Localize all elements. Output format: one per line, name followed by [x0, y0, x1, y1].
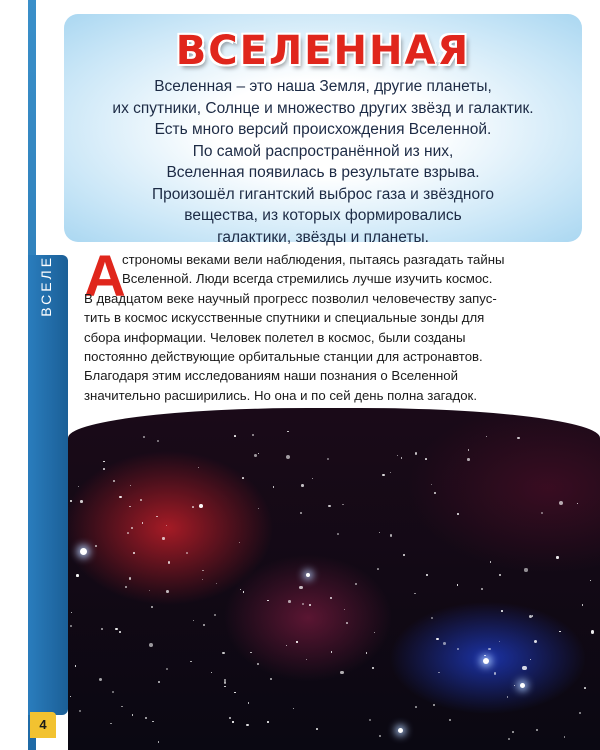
- star: [401, 457, 403, 459]
- star: [229, 717, 231, 719]
- intro-line: галактики, звёзды и планеты.: [217, 228, 429, 246]
- star: [101, 628, 103, 630]
- star: [239, 542, 240, 543]
- intro-box: [64, 14, 582, 246]
- star: [340, 671, 344, 675]
- star: [309, 604, 311, 606]
- star: [403, 554, 405, 556]
- star: [288, 600, 291, 603]
- star: [254, 454, 257, 457]
- star: [234, 435, 236, 437]
- star: [433, 704, 435, 706]
- star: [299, 586, 302, 589]
- star: [577, 503, 578, 504]
- star: [490, 561, 492, 563]
- star: [431, 617, 433, 619]
- bright-star: [306, 573, 310, 577]
- star: [142, 522, 143, 523]
- star: [377, 568, 379, 570]
- star: [508, 738, 511, 741]
- star: [113, 480, 115, 482]
- star: [327, 458, 329, 460]
- star: [115, 628, 118, 631]
- star: [390, 472, 391, 473]
- star: [530, 659, 532, 661]
- star: [203, 624, 205, 626]
- star: [242, 477, 244, 479]
- body-line: В двадцатом веке научный прогресс позволил человечеству запус-: [84, 290, 497, 306]
- star: [149, 643, 153, 647]
- star: [103, 468, 105, 470]
- star: [156, 516, 157, 517]
- star: [449, 719, 451, 721]
- star: [190, 661, 192, 663]
- star: [457, 513, 459, 515]
- star: [494, 672, 496, 674]
- star: [143, 436, 145, 438]
- star: [300, 512, 302, 514]
- body-line: Благодаря этим исследованиям наши познания о Вселенной: [84, 368, 458, 384]
- star: [224, 681, 226, 683]
- star: [78, 486, 79, 487]
- star: [524, 568, 527, 571]
- body-line: значительно расширились. Но она и по сей день полна загадок.: [84, 387, 477, 403]
- star: [344, 609, 345, 610]
- star: [132, 714, 134, 716]
- star: [152, 721, 154, 723]
- star: [131, 527, 133, 529]
- star: [425, 458, 427, 460]
- star: [499, 574, 500, 575]
- star: [302, 603, 304, 605]
- star: [484, 655, 485, 656]
- body-line: постоянно действующие орбитальные станции для астронавтов.: [84, 349, 483, 365]
- star: [246, 724, 248, 726]
- star: [70, 696, 71, 697]
- star: [582, 604, 583, 605]
- star: [312, 478, 313, 479]
- star: [192, 506, 194, 508]
- star: [80, 500, 83, 503]
- star: [214, 614, 216, 616]
- star: [556, 556, 558, 558]
- star: [414, 593, 416, 595]
- star: [331, 651, 333, 653]
- intro-line: Вселенная – это наша Земля, другие планеты,: [154, 78, 492, 95]
- star: [369, 719, 371, 721]
- star: [258, 508, 259, 509]
- star: [296, 641, 297, 642]
- star: [166, 668, 168, 670]
- star: [457, 648, 459, 650]
- star: [149, 590, 150, 591]
- intro-line: их спутники, Солнце и множество других звёзд и галактик.: [112, 99, 534, 117]
- star: [121, 706, 122, 707]
- star: [250, 652, 251, 653]
- star: [166, 525, 167, 526]
- bright-star: [483, 658, 489, 664]
- star: [240, 589, 241, 590]
- star: [162, 537, 164, 539]
- star: [306, 659, 307, 660]
- star: [330, 597, 331, 598]
- star: [287, 431, 289, 433]
- star: [130, 485, 131, 486]
- star: [224, 686, 226, 688]
- star: [110, 723, 112, 725]
- star: [443, 642, 446, 645]
- star: [166, 590, 169, 593]
- body-line: Вселенной. Люди всегда стремились лучше изучить космос.: [122, 271, 493, 287]
- star: [532, 615, 533, 616]
- star: [438, 672, 440, 674]
- star: [129, 506, 131, 508]
- star: [499, 641, 500, 642]
- side-tab-label: ВСЕЛЕННАЯ: [38, 203, 54, 317]
- star: [199, 504, 203, 508]
- star: [481, 588, 483, 590]
- star: [243, 591, 244, 592]
- star: [415, 452, 417, 454]
- star: [536, 729, 538, 731]
- star: [103, 461, 105, 463]
- star: [559, 501, 563, 505]
- star: [248, 702, 250, 704]
- intro-line: По самой распространённой из них,: [192, 142, 454, 160]
- intro-line: Вселенная появилась в результате взрыва.: [166, 164, 480, 181]
- star: [507, 696, 509, 698]
- star: [379, 735, 381, 737]
- star: [168, 561, 171, 564]
- body-paragraph: [84, 244, 534, 405]
- star: [232, 721, 233, 722]
- star: [293, 708, 294, 709]
- star: [467, 458, 470, 461]
- star: [541, 512, 543, 514]
- star: [342, 504, 343, 505]
- star: [579, 712, 581, 714]
- body-line: сбора информации. Человек полетел в космос, были созданы: [84, 329, 466, 345]
- star: [529, 615, 532, 618]
- star: [591, 630, 595, 634]
- intro-line: вещества, из которых формировались: [184, 207, 462, 224]
- star: [186, 552, 188, 554]
- star: [129, 577, 132, 580]
- star: [273, 486, 274, 487]
- star: [379, 532, 380, 533]
- body-line: тить в космос искусственные спутники и специальные зонды для: [84, 310, 485, 326]
- star: [198, 467, 199, 468]
- star: [286, 645, 287, 646]
- star: [252, 434, 254, 436]
- star: [76, 574, 79, 577]
- star: [145, 717, 147, 719]
- star: [99, 678, 102, 681]
- star: [202, 570, 204, 572]
- star: [202, 579, 203, 580]
- star: [457, 584, 458, 585]
- star: [193, 620, 195, 622]
- bright-star: [398, 728, 403, 733]
- star: [584, 687, 586, 689]
- star: [71, 612, 72, 613]
- intro-text: [74, 76, 572, 248]
- bright-star: [520, 683, 525, 688]
- star: [234, 692, 236, 694]
- star: [151, 606, 153, 608]
- star: [382, 474, 385, 477]
- star: [157, 440, 159, 442]
- star: [216, 583, 217, 584]
- page-number: 4: [30, 712, 56, 738]
- page-title: ВСЕЛЕННАЯ: [175, 28, 471, 74]
- star: [301, 484, 304, 487]
- star: [267, 600, 269, 602]
- star: [390, 534, 393, 537]
- star: [79, 710, 81, 712]
- drop-cap: А: [84, 244, 126, 309]
- star: [486, 436, 487, 437]
- star: [337, 533, 339, 535]
- star: [267, 721, 268, 722]
- star: [590, 580, 591, 581]
- star: [125, 586, 127, 588]
- star: [436, 638, 438, 640]
- star: [366, 652, 367, 653]
- star: [501, 610, 503, 612]
- star: [415, 706, 417, 708]
- intro-line: Произошёл гигантский выброс газа и звёздного: [151, 185, 495, 203]
- star: [316, 728, 318, 730]
- star: [328, 505, 330, 507]
- star: [434, 492, 436, 494]
- star: [257, 663, 259, 665]
- star: [140, 499, 142, 501]
- star: [75, 665, 76, 666]
- star: [258, 453, 259, 454]
- star: [559, 631, 560, 632]
- star: [426, 574, 428, 576]
- body-line: строномы веками вели наблюдения, пытаясь разгадать тайны: [122, 252, 505, 267]
- star: [522, 666, 526, 670]
- star: [488, 648, 490, 650]
- star: [211, 672, 212, 673]
- space-photo: [68, 408, 600, 750]
- star: [374, 632, 375, 633]
- star: [70, 625, 72, 627]
- star: [534, 640, 537, 643]
- bright-star: [80, 548, 87, 555]
- star: [127, 532, 129, 534]
- star: [431, 484, 432, 485]
- star: [222, 652, 224, 654]
- star: [270, 678, 272, 680]
- intro-line: Есть много версий происхождения Вселенной.: [154, 121, 492, 138]
- star: [112, 691, 115, 694]
- star: [564, 736, 565, 737]
- star: [468, 449, 470, 451]
- star: [95, 545, 97, 547]
- star: [286, 455, 290, 459]
- star: [397, 455, 398, 456]
- star: [512, 731, 514, 733]
- star: [514, 685, 515, 686]
- star: [517, 437, 519, 439]
- star: [158, 741, 159, 742]
- star: [372, 667, 374, 669]
- star: [133, 552, 135, 554]
- star: [70, 500, 72, 502]
- star: [119, 496, 121, 498]
- star: [355, 583, 357, 585]
- star: [119, 631, 122, 634]
- star: [346, 622, 348, 624]
- star: [158, 681, 160, 683]
